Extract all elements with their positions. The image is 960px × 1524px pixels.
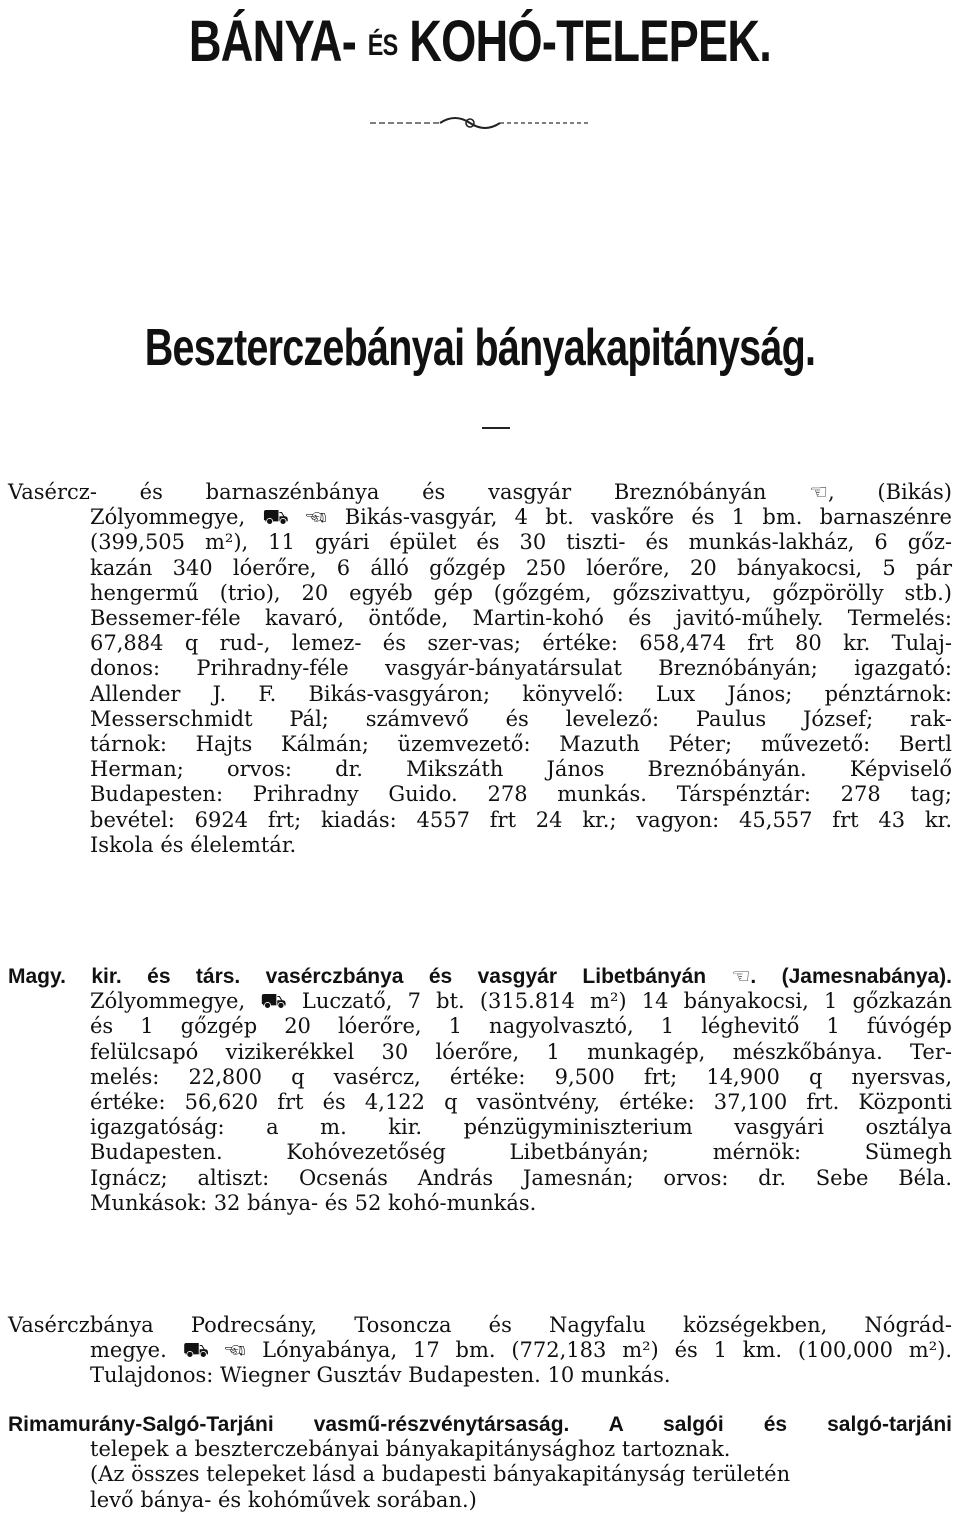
entry-line: Allender J. F. Bikás-vasgyáron; könyvelő: Lux János; pénztárnok: <box>90 681 952 706</box>
entry-line: kazán 340 lóerőre, 6 álló gőzgép 250 lóerőre, 20 bányakocsi, 5 pár <box>90 555 952 580</box>
entry-line: hengermű (trio), 20 egyéb gép (gőzgém, gőzszivattyu, gőzpörölly stb.) <box>90 580 952 605</box>
entry-line: (399,505 m²), 11 gyári épület és 30 tiszti- és munkás-lakház, 6 gőz- <box>90 530 952 555</box>
entry-line: igazgatóság: a m. kir. pénzügyminiszterium vasgyári osztálya <box>90 1115 952 1140</box>
entry-line: levő bánya- és kohóművek sorában.) <box>90 1487 477 1512</box>
section-heading: Beszterczebányai bányakapitányság. <box>144 319 816 377</box>
entry-line: Messerschmidt Pál; számvevő és levelező: Paulus József; rak- <box>90 706 952 731</box>
title-part-2: KOHÓ-TELEPEK. <box>409 9 772 74</box>
entry-libetbanya <box>8 964 952 1216</box>
entry-line: bevétel: 6924 frt; kiadás: 4557 frt 24 kr.; vagyon: 45,557 frt 43 kr. <box>90 807 952 832</box>
entry-line: és 1 gőzgép 20 lóerőre, 1 nagyolvasztó, 1 léghevitő 1 fúvógép <box>90 1014 952 1039</box>
entry-line: megye. ⛟ ☜ Lónyabánya, 17 bm. (772,183 m²) és 1 km. (100,000 m²). <box>90 1338 952 1363</box>
entry-line: Herman; orvos: dr. Mikszáth János Breznóbányán. Képviselő <box>90 757 952 782</box>
entry-line: (Az összes telepeket lásd a budapesti bányakapitányság területén <box>90 1462 791 1487</box>
entry-rimamurany <box>8 1412 952 1513</box>
section-divider <box>482 427 510 429</box>
entry-breznobanya <box>8 480 952 858</box>
entry-line: Magy. kir. és társ. vasérczbánya és vasgyár Libetbányán ☜. (Jamesnabánya). <box>8 965 952 988</box>
entry-line: tárnok: Hajts Kálmán; üzemvezető: Mazuth Péter; művezető: Bertl <box>90 732 952 757</box>
entry-line: értéke: 56,620 frt és 4,122 q vasöntvény, értéke: 37,100 frt. Központi <box>90 1090 952 1115</box>
entry-line: Ignácz; altiszt: Ocsenás András Jamesnán; orvos: dr. Sebe Béla. <box>90 1165 952 1190</box>
entry-line: Zólyommegye, ⛟ Luczatő, 7 bt. (315.814 m²) 14 bányakocsi, 1 gőzkazán <box>90 989 952 1014</box>
title-ornament <box>370 113 590 133</box>
entry-line: Zólyommegye, ⛟ ☜ Bikás-vasgyár, 4 bt. vaskőre és 1 bm. barnaszénre <box>90 505 952 530</box>
title-part-1: BÁNYA- <box>188 9 356 74</box>
entry-line: melés: 22,800 q vasércz, értéke: 9,500 frt; 14,900 q nyersvas, <box>90 1064 952 1089</box>
entry-line: Vasérczbánya Podrecsány, Tosoncza és Nagyfalu községekben, Nógrád- <box>8 1313 952 1337</box>
entry-line: Munkások: 32 bánya- és 52 kohó-munkás. <box>90 1190 537 1215</box>
entry-line: donos: Prihradny-féle vasgyár-bányatársulat Breznóbányán; igazgató: <box>90 656 952 681</box>
entry-line: felülcsapó vizikerékkel 30 lóerőre, 1 munkagép, mészkőbánya. Ter- <box>90 1039 952 1064</box>
entry-line: Tulajdonos: Wiegner Gusztáv Budapesten. 10 munkás. <box>90 1363 671 1388</box>
entry-line: 67,884 q rud-, lemez- és szer-vas; értéke: 658,474 frt 80 kr. Tulaj- <box>90 631 952 656</box>
entry-line: Bessemer-féle kavaró, öntőde, Martin-kohó és javitó-műhely. Termelés: <box>90 606 952 631</box>
entry-podrecsany <box>8 1313 952 1389</box>
page-title <box>106 8 855 75</box>
entry-line: Budapesten: Prihradny Guido. 278 munkás. Társpénztár: 278 tag; <box>90 782 952 807</box>
entry-line: Rimamurány-Salgó-Tarjáni vasmű-részvénytársaság. A salgói és salgó-tarjáni <box>8 1413 952 1436</box>
entry-line: Budapesten. Kohóvezetőség Libetbányán; mérnök: Sümegh <box>90 1140 952 1165</box>
entry-line: telepek a beszterczebányai bányakapitánysághoz tartoznak. <box>90 1437 731 1462</box>
entry-line: Vasércz- és barnaszénbánya és vasgyár Breznóbányán ☜, (Bikás) <box>8 480 952 504</box>
entry-line: Iskola és élelemtár. <box>90 832 297 857</box>
title-connector: ÉS <box>367 29 398 62</box>
